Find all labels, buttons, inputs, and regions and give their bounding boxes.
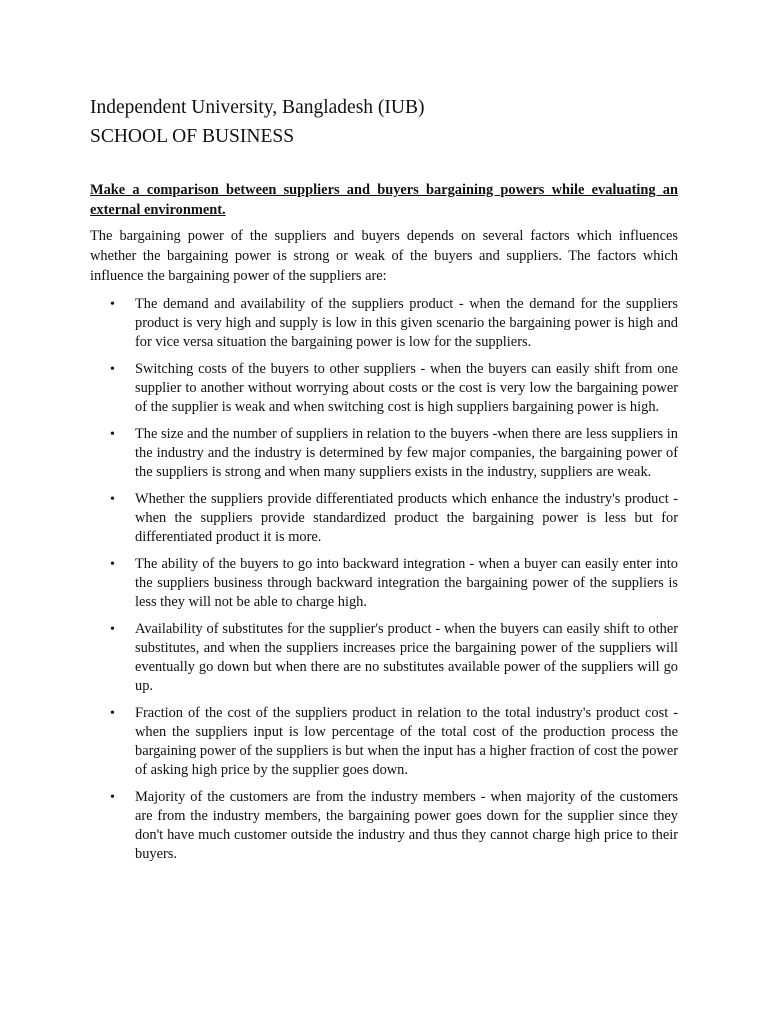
list-item [90,490,678,547]
list-item [90,620,678,696]
bullet-icon: • [110,297,115,312]
list-item-text: Whether the suppliers provide differentiated products which enhance the industry's product - when the suppliers provide standardized product the bargaining power is less but for differentiated product it is more. [135,491,678,545]
bullet-icon: • [110,706,115,721]
bullet-icon: • [110,622,115,637]
list-item-text: Fraction of the cost of the suppliers product in relation to the total industry's product cost - when the suppliers input is low percentage of the total cost of the production process the bargaining power of the suppliers is but when the input has a higher fraction of cost the power of asking high price by the supplier goes down. [135,705,678,778]
list-item-text: The ability of the buyers to go into backward integration - when a buyer can easily enter into the suppliers business through backward integration the bargaining power of the suppliers is less they will not be able to charge high. [135,556,678,610]
list-item-text: Majority of the customers are from the industry members - when majority of the customers are from the industry members, the bargaining power goes down for the supplier since they don't have much customer outside the industry and thus they cannot charge high price to their buyers. [135,789,678,862]
list-item [90,788,678,864]
institution-name: Independent University, Bangladesh (IUB) [90,97,425,118]
list-item [90,360,678,417]
list-item [90,425,678,482]
list-item-text: Switching costs of the buyers to other suppliers - when the buyers can easily shift from one supplier to another without worrying about costs or the cost is very low the bargaining power of the supplier is weak and when switching cost is high suppliers bargaining power is high. [135,361,678,415]
list-item [90,295,678,352]
bullet-icon: • [110,427,115,442]
list-item-text: The size and the number of suppliers in relation to the buyers -when there are less suppliers in the industry and the industry is determined by few major companies, the bargaining power of the suppliers is strong and when many suppliers exists in the industry, suppliers are weak. [135,426,678,480]
bullet-icon: • [110,790,115,805]
intro-paragraph: The bargaining power of the suppliers and buyers depends on several factors which influences whether the bargaining power is strong or weak of the buyers and suppliers. The factors which influence the bargaining power of the suppliers are: [90,228,678,284]
list-item-text: The demand and availability of the suppliers product - when the demand for the suppliers product is very high and supply is low in this given scenario the bargaining power is high and for vice versa situation the bargaining power is low for the suppliers. [135,296,678,350]
list-item [90,704,678,780]
bullet-icon: • [110,362,115,377]
document-body [90,93,678,872]
list-item [90,555,678,612]
factor-list [90,295,678,864]
bullet-icon: • [110,492,115,507]
school-name: SCHOOL OF BUSINESS [90,126,295,147]
list-item-text: Availability of substitutes for the supplier's product - when the buyers can easily shift to other substitutes, and when the suppliers increases price the bargaining power of the suppliers will eventually go down but when there are no substitutes available power of the suppliers will go up. [135,621,678,694]
bullet-icon: • [110,557,115,572]
question-heading: Make a comparison between suppliers and buyers bargaining powers while evaluating an external environment. [90,182,678,218]
